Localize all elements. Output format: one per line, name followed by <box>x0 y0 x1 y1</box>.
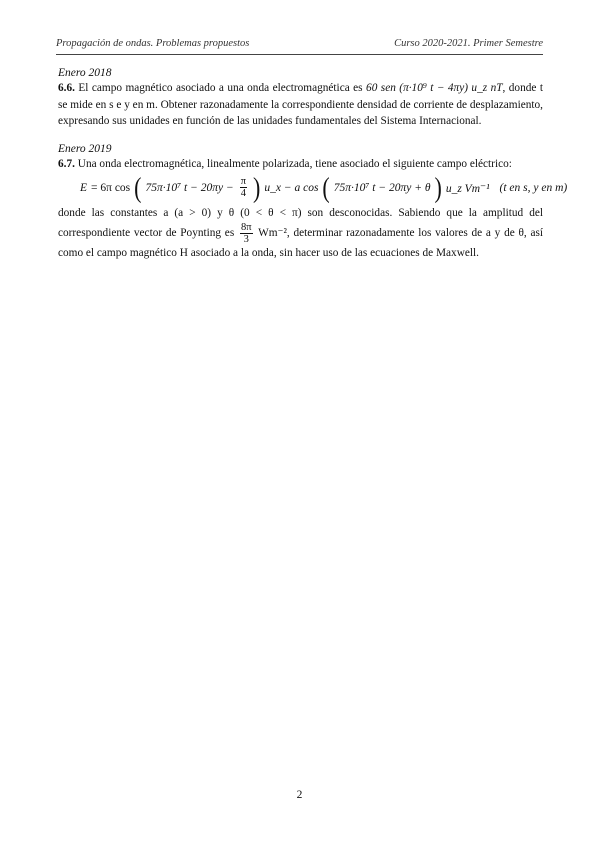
problem-6-7-intro <box>58 156 543 173</box>
header-rule <box>56 54 543 55</box>
electric-field-equation: E = 6π cos ( 75π·10⁷ t − 20πy − $\frac{\pi}{4}$ ) u_x − a cos ( 75π·10⁷ t − 20πy + θ ) u_z Vm⁻¹ (t en s, y en m) <box>80 170 568 204</box>
header-right: Curso 2020-2021. Primer Semestre <box>394 38 543 49</box>
eq-mid: u_x − a cos <box>264 181 319 194</box>
eq-note: (t en s, y en m) <box>499 181 568 194</box>
problem-number: 6.6. <box>58 82 75 94</box>
eq-eq: = 6π cos <box>91 181 131 194</box>
section-title-2019: Enero 2019 <box>58 142 112 155</box>
problem-text-after: , donde t se mide en s e y en m. Obtener razonadamente la correspondiente densidad de corriente de desplazamiento, expresando sus unidades en función de las unidades fundamentales del Sistema Internacional. <box>58 82 543 127</box>
eq-lhs: E <box>80 181 88 194</box>
problem-text-before: El campo magnético asociado a una onda electromagnética es <box>78 82 363 94</box>
eq-arg2: 75π·10⁷ t − 20πy + θ <box>333 181 431 194</box>
eq-arg1: 75π·10⁷ t − 20πy − <box>145 181 234 194</box>
problem-line2: donde las constantes a (a > 0) y θ (0 < θ < π) son desconocidas. Sabiendo que la amplitud del correspondiente vector de Poynting es <box>58 207 543 239</box>
magnetic-field-formula: 60 sen (π·10⁹ t − 4πy) u_z nT <box>366 82 503 94</box>
eq-fraction: $\frac{\pi}{4}$ <box>240 176 247 199</box>
problem-6-6 <box>58 80 543 130</box>
poynting-unit: Wm⁻² <box>258 226 287 239</box>
problem-number: 6.7. <box>58 157 75 170</box>
poynting-fraction: $\frac{8\pi}{3}$ <box>240 221 252 245</box>
problem-intro: Una onda electromagnética, linealmente polarizada, tiene asociado el siguiente campo eléctrico: <box>77 157 512 170</box>
problem-line3: , determinar razonadamente los valores de a y de θ, así como el campo magnético H asociado a la onda, sin hacer uso de las ecuaciones de Maxwell. <box>58 226 544 259</box>
header-left: Propagación de ondas. Problemas propuestos <box>56 38 250 49</box>
problem-6-7-body <box>58 205 543 261</box>
eq-unit: u_z Vm⁻¹ <box>445 182 490 195</box>
page-header <box>56 38 543 49</box>
section-title-2018: Enero 2018 <box>58 67 112 79</box>
page-content <box>58 66 568 261</box>
page-number: 2 <box>296 789 303 801</box>
